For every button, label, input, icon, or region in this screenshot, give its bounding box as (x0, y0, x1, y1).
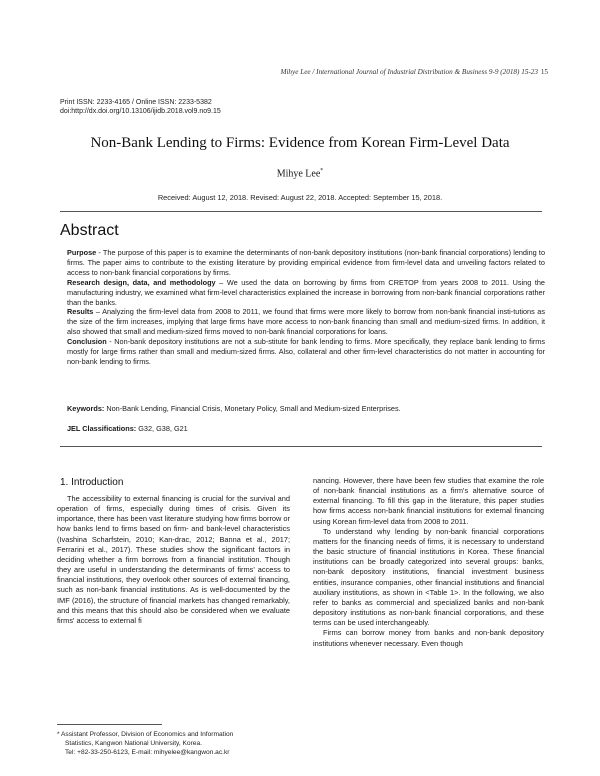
page-number: 15 (540, 68, 548, 76)
footnote-line: Tel: +82-33-250-6123, E-mail: mihyelee@kangwon.ac.kr (65, 748, 230, 756)
abstract-purpose (67, 248, 545, 278)
paragraph: To understand why lending by non-bank financial corporations matters for the financing needs of firms, it is necessary to understand the basic structure of financial institutions in Korea. These financial institutions can be broadly categorized into several groups: banks, non-bank depository institutions, financial investment business entities, insurance companies, other financial institutions and financial auxiliary institutions, as shown in <Table 1>. In the following, we also refer to banks as commercial and specialized banks and non-bank depository institutions as non-bank financial corporations, and these terms can be used interchangeably. (313, 526, 544, 628)
section-heading: 1. Introduction (60, 477, 124, 488)
author-footnote-mark: * (320, 168, 324, 174)
jel-classifications (67, 424, 545, 433)
footnote-line: * Assistant Professor, Division of Economics and Information (57, 731, 234, 738)
right-column (313, 476, 544, 649)
issn-line: Print ISSN: 2233-4165 / Online ISSN: 2233-5382 (60, 99, 212, 106)
doi-line: doi:http://dx.doi.org/10.13106/ijidb.2018.vol9.no9.15 (60, 108, 221, 115)
left-column (57, 494, 290, 626)
abstract-conclusion (67, 337, 545, 367)
running-title: Mihye Lee / International Journal of Industrial Distribution & Business 9-9 (2018) 15-23 (280, 68, 538, 76)
abstract-body (67, 248, 545, 367)
top-divider (60, 211, 542, 212)
running-header (0, 68, 548, 76)
abstract-heading: Abstract (60, 222, 119, 239)
conclusion-label: Conclusion (67, 337, 107, 347)
author-line (0, 168, 600, 179)
purpose-label: Purpose (67, 248, 97, 257)
paper-title: Non-Bank Lending to Firms: Evidence from Korean Firm-Level Data (90, 135, 510, 151)
jel-text: G32, G38, G21 (136, 424, 188, 433)
abstract-divider (60, 446, 542, 447)
abstract-design (67, 278, 545, 308)
paragraph: nancing. However, there have been few studies that examine the role of non-bank financial institutions as a firm's alternative source of external financing. To fill this gap in the literature, this paper studies how firms access non-bank financial institutions for external financing using Korean firm-level data from 2008 to 2011. (313, 476, 544, 526)
received-dates: Received: August 12, 2018. Revised: August 22, 2018. Accepted: September 15, 2018. (157, 193, 443, 202)
footnote (57, 731, 297, 757)
paragraph: The accessibility to external financing is crucial for the survival and operation of firms, especially during times of crisis. Given its importance, there has been vast literature studying how firms borrow or how banks lend to firms based on firm- and bank-level characteristics (Ivashina Scharfstein, 2010; Kan-drac, 2012; Banna et al., 2017; Ferrarini et al., 2017). These studies show the significant factors in deciding whether a firm borrows from a financial institution. Though they are useful in understanding the determinants of firms' access to financial institutions, they overlook other sources of external financing, such as non-bank financial institutions. As is well-documented by the IMF (2016), the structure of financial markets has changed remarkably, and this means that this should also be considered when we evaluate firms' access to external fi (57, 494, 290, 625)
results-label: Results (67, 307, 94, 317)
conclusion-text: - Non-bank depository institutions are not a sub-stitute for bank lending to firms. More specifically, they replace bank lending to firms mostly for large firms rather than small and medium-sized firms. Also, collateral and other firm-level characteristics do not matter in accounting for non-bank lending to firms. (67, 337, 545, 366)
jel-label: JEL Classifications: (67, 424, 137, 433)
design-label: Research design, data, and methodology (67, 277, 216, 287)
author-name: Mihye Lee (276, 168, 321, 180)
paragraph: Firms can borrow money from banks and non-bank depository institutions whenever necessary. Even though (313, 628, 544, 648)
purpose-text: - The purpose of this paper is to examine the determinants of non-bank depository institutions (non-bank financial corporations) lending to firms. The paper aims to contribute to the existing literature by providing empirical evidence from firm-level data and unveiling factors related to access to non-bank financial corporations by firms. (67, 248, 545, 277)
keywords-label: Keywords: (67, 404, 105, 413)
footnote-divider (57, 724, 162, 725)
design-text: – We used the data on borrowing by firms from CRETOP from years 2008 to 2011. Using the manufacturing industry, we examined what firm-level characteristics explained the increase in borrowing from non-bank financial corporations rather than the banks. (67, 277, 545, 307)
issn-block (60, 98, 221, 116)
keywords (67, 404, 545, 413)
results-text: – Analyzing the firm-level data from 2008 to 2011, we found that firms were more likely to borrow from non-bank financial insti-tutions as the size of the firm increases, implying that large firms have more access to non-bank financing than small and medium-sized firms. In addition, it also showed that small and medium-sized firms moved to non-bank financial corporations for loans. (67, 307, 545, 337)
keywords-text: Non-Bank Lending, Financial Crisis, Monetary Policy, Small and Medium-sized Enterprises. (104, 404, 401, 413)
abstract-results (67, 307, 545, 337)
footnote-line: Statistics, Kangwon National University, Korea. (65, 739, 202, 747)
